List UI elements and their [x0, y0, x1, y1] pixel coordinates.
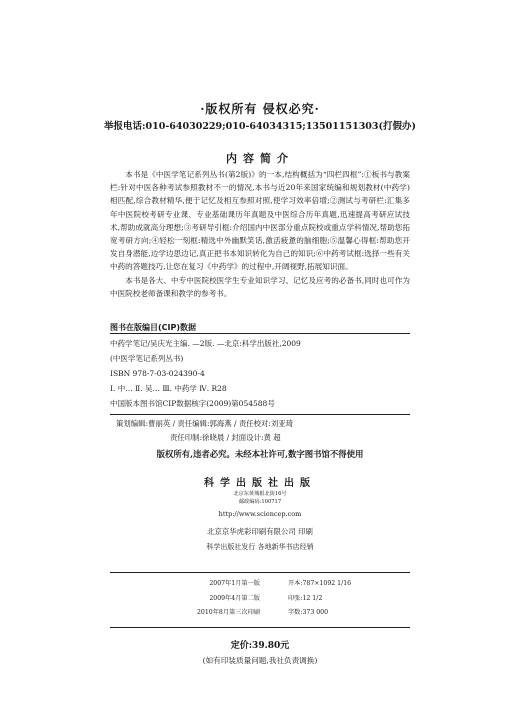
- cip-block: [110, 336, 410, 411]
- cip-line: Ⅰ. 中… Ⅱ. 吴… Ⅲ. 中药学 Ⅳ. R28: [110, 384, 227, 393]
- cip-bottom-rule: [110, 414, 410, 415]
- cip-line: 中国版本图书馆CIP数据核字(2009)第054588号: [110, 399, 275, 408]
- address-line: 北京东黄城根北街16号: [233, 491, 287, 497]
- edition-row: [110, 577, 410, 592]
- edition-spec: 印张:12 1/2: [288, 594, 323, 602]
- copyright-title: ·版权所有 侵权必究·: [200, 102, 320, 116]
- cip-title: 图书在版编目(CIP)数据: [110, 323, 197, 332]
- rights-notice: 版权所有,违者必究。未经本社许可,数字图书馆不得使用: [156, 449, 364, 459]
- intro-paragraph-1: 本书是《中医学笔记系列丛书(第2版)》的一本,结构概括为“四栏四框”:①板书与教案栏:针对中医各种考试参照教材不一的情况,本书与近20年来国家统编和规划教材(中药学)相匹配,综合教材精华,便于记忆及相互参照对照,使学习效率倍增;②测试与考研栏:汇集多年中医院校考研专业课、专业基础课历年真题及中医综合历年真题,迅速提高考研应试技术,帮助成就高分理想;③考研导引框:介绍国内中医部分重点院校或重点学科情况,帮助您拓宽考研方向;④轻松一刻框:精选中外幽默笑话,激活疲惫的脑细胞;⑤温馨心得框:帮助您开发自身潜能,边学边思边记,真正把书本知识转化为自己的知识;⑥中药考试框:选择一些有关中药的答题技巧,让您在复习《中药学》的过程中,开阔视野,拓展知识面。: [110, 170, 410, 272]
- defect-note: (如有印装质量问题,我社负责调换): [202, 656, 318, 665]
- report-phone-line: 举报电话:010-64030229;010-64034315;13501151303(打假办): [103, 121, 417, 132]
- distributor: 科学出版社发行 各地新华书店经销: [206, 543, 314, 551]
- intro-title: 内容简介: [226, 152, 294, 165]
- cip-line: ISBN 978-7-03-024390-4: [110, 369, 205, 378]
- publisher: 科学出版社出版: [204, 478, 316, 489]
- edition-spec: 开本:787×1092 1/16: [288, 580, 352, 587]
- edition-date: 2010年8月第三次印刷: [197, 609, 260, 616]
- printer: 北京京华虎彩印刷有限公司 印刷: [207, 527, 313, 536]
- edition-spec: 字数:373 000: [288, 609, 329, 616]
- cip-line: 中药学笔记/吴庆光主编. —2版. —北京:科学出版社,2009: [110, 339, 301, 348]
- price: 定价:39.80元: [230, 641, 290, 651]
- postcode-line: 邮政编码:100717: [238, 499, 282, 505]
- staff-line-1: 策划编辑:曹丽英 / 责任编辑:郭海燕 / 责任校对:刘亚琦: [116, 419, 294, 428]
- publisher-address: [0, 490, 520, 506]
- intro-paragraph-2: 本书是各大、中专中医院校医学生专业知识学习、记忆及应考的必备书,同时也可作为中医院校老师备课和教学的参考书。: [110, 275, 410, 298]
- publisher-website: http://www.sciencep.com: [218, 510, 302, 518]
- edition-row: [110, 592, 410, 607]
- cip-top-rule: [110, 333, 410, 334]
- edition-row: [110, 606, 410, 621]
- intro-body: [110, 168, 410, 300]
- staff-line-2: 责任印制:徐晓晨 / 封面设计:黄 超: [170, 433, 281, 442]
- cip-line: (中医学笔记系列丛书): [110, 354, 184, 363]
- edition-table: [110, 577, 410, 621]
- edition-top-rule: [110, 572, 410, 573]
- edition-date: 2007年1月第一版: [209, 580, 260, 587]
- staff-credits: [110, 417, 410, 445]
- edition-date: 2009年4月第二版: [209, 594, 260, 602]
- edition-bottom-rule: [110, 627, 410, 628]
